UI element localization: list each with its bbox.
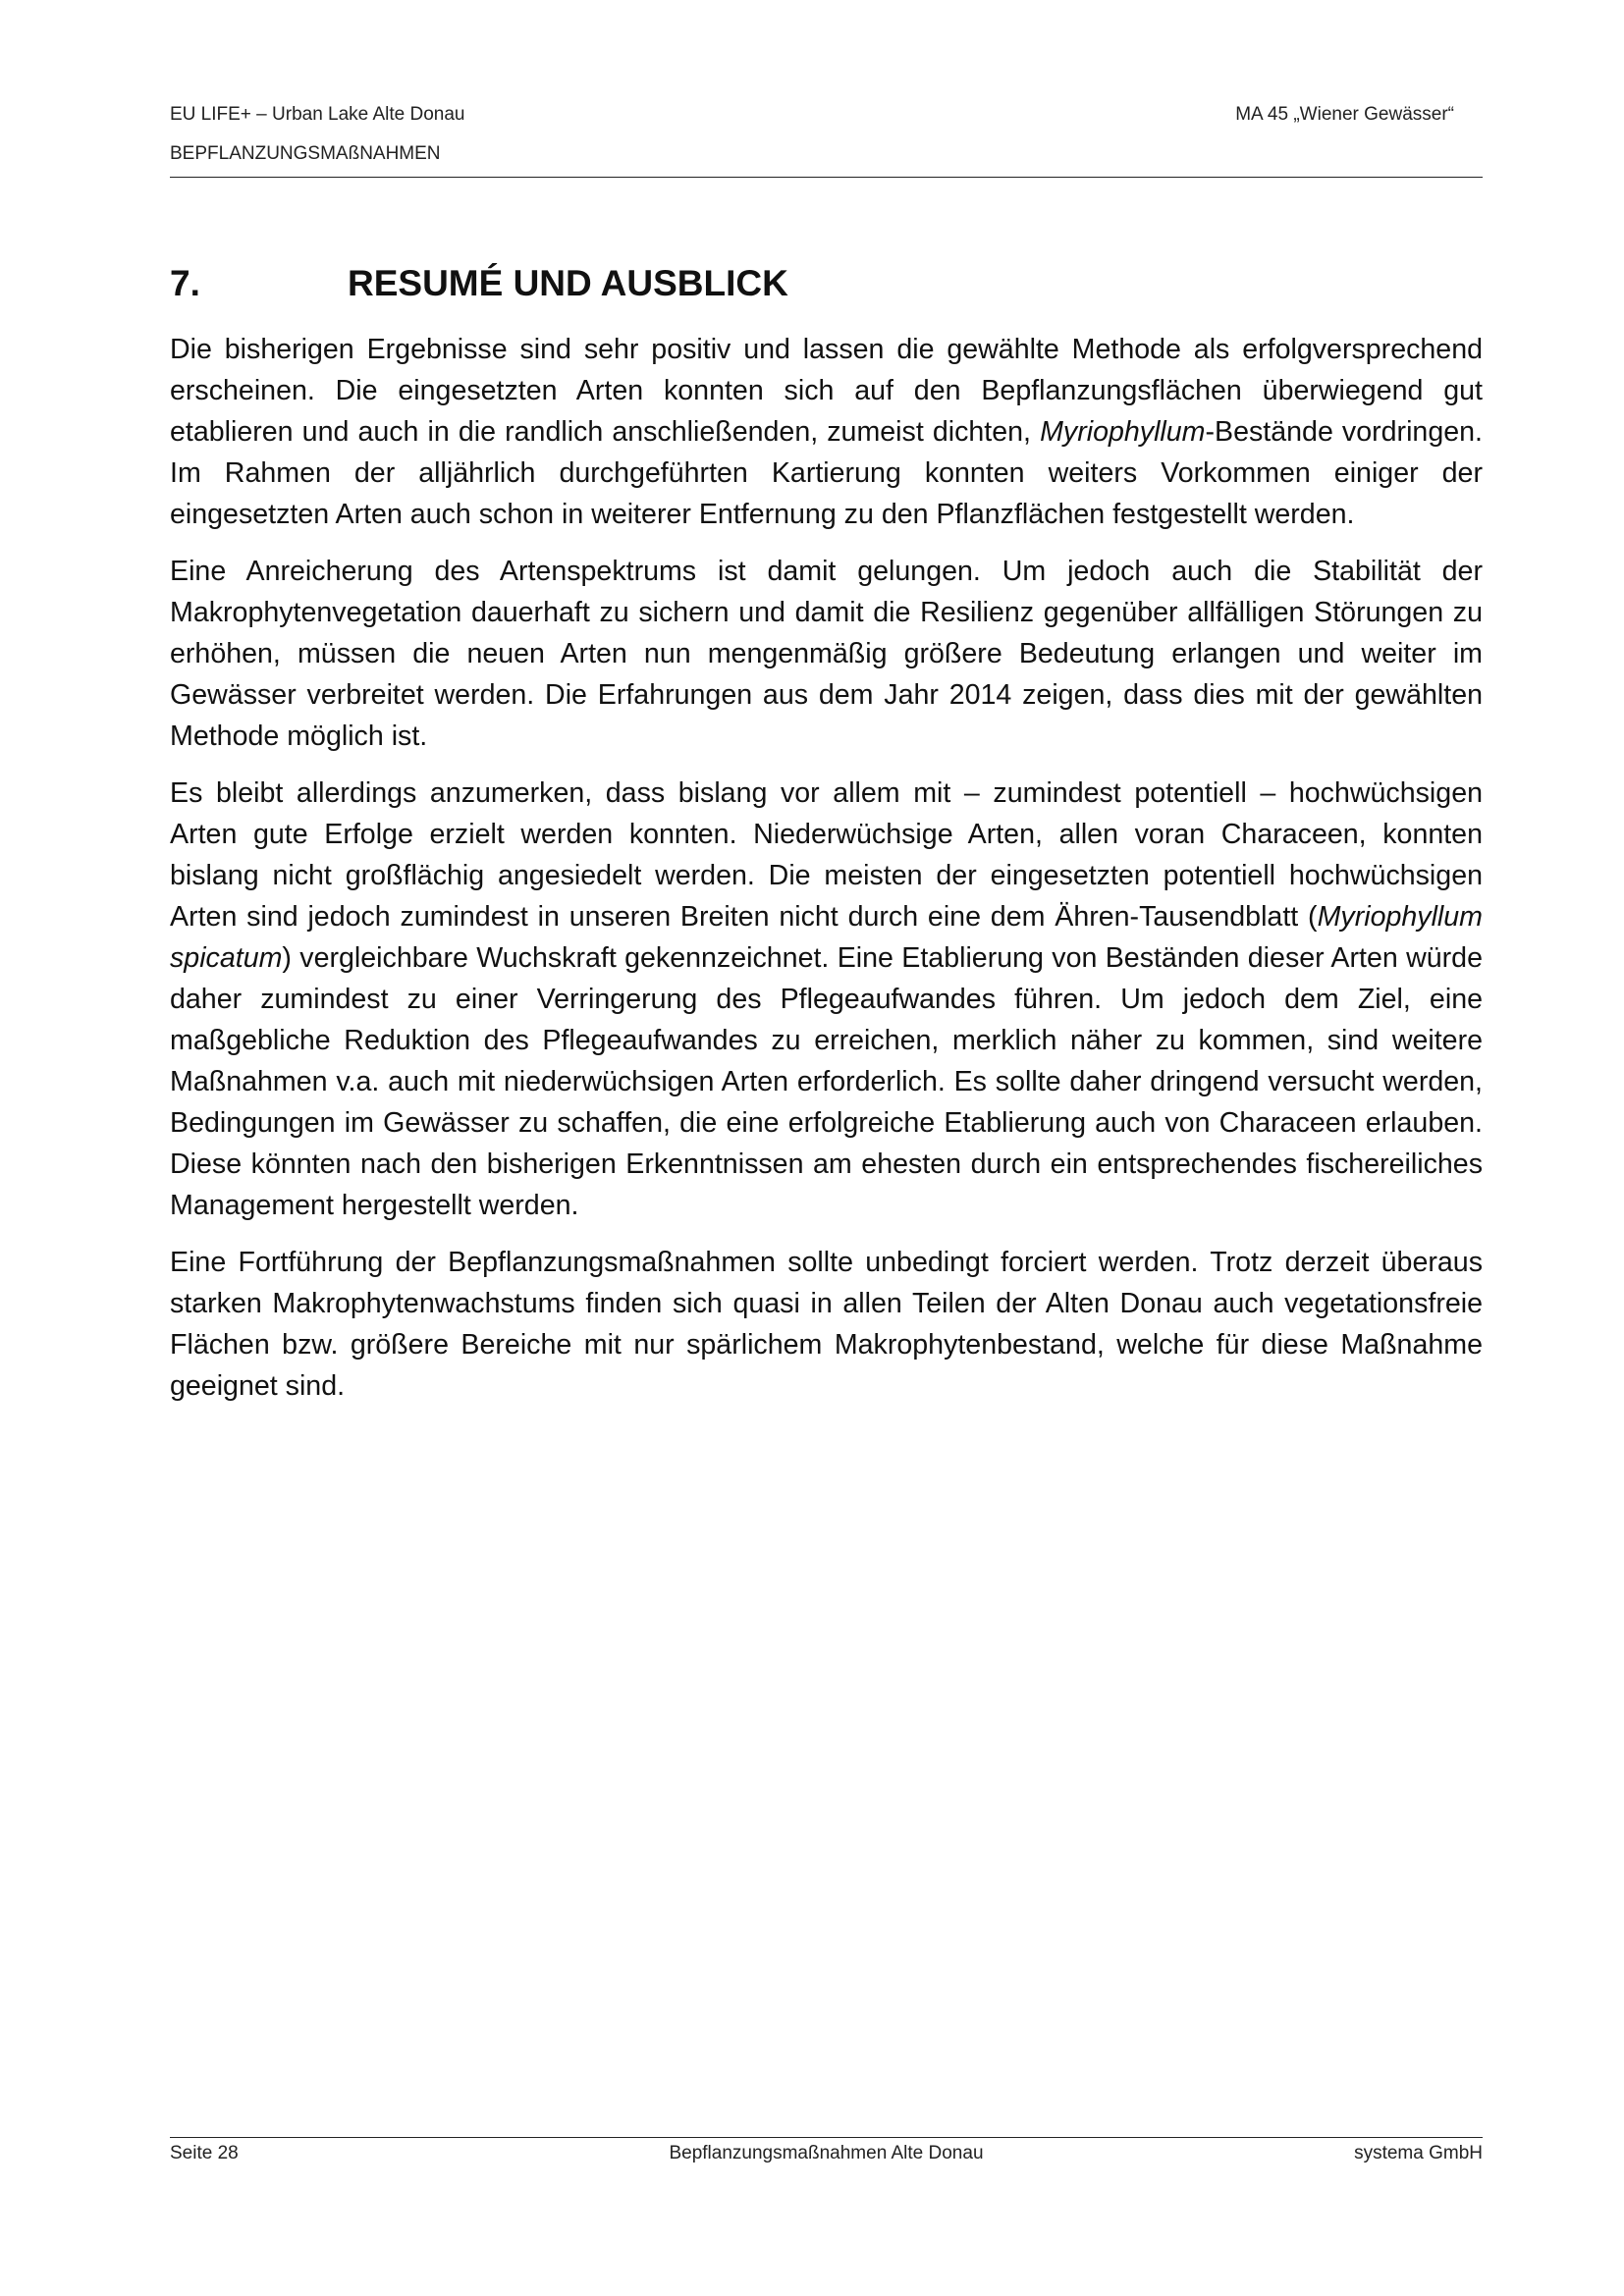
- paragraph-3-text-a: Es bleibt allerdings anzumerken, dass bislang vor allem mit – zumindest potentiell – hochwüchsigen Arten gute Erfolge erzielt werden konnten. Niederwüchsige Arten, allen voran Characeen, konnten bislang nicht großflächig angesiedelt werden. Die meisten der eingesetzten potentiell hochwüchsigen Arten sind jedoch zumindest in unseren Breiten nicht durch eine dem Ähren-Tausendblatt (: [170, 777, 1483, 933]
- paragraph-1-text-b: -Bestände vordringen. Im Rahmen der alljährlich durchgeführten Kartierung konnten weiters Vorkommen einiger der eingesetzten Arten auch schon in weiterer Entfernung zu den Pflanzflächen festgestellt werden.: [170, 416, 1483, 530]
- paragraph-4: Eine Fortführung der Bepflanzungsmaßnahmen sollte unbedingt forciert werden. Trotz derzeit überaus starken Makrophytenwachstums finden sich quasi in allen Teilen der Alten Donau auch vegetationsfreie Flächen bzw. größere Bereiche mit nur spärlichem Makrophytenbestand, welche für diese Maßnahme geeignet sind.: [170, 1247, 1483, 1402]
- header-section: BEPFLANZUNGSMAßNAHMEN: [170, 143, 441, 164]
- paragraph-1: [170, 329, 1483, 535]
- paragraph-2: Eine Anreicherung des Artenspektrums ist damit gelungen. Um jedoch auch die Stabilität der Makrophytenvegetation dauerhaft zu sichern und damit die Resilienz gegenüber allfälligen Störungen zu erhöhen, müssen die neuen Arten nun mengenmäßig größere Bedeutung erlangen und weiter im Gewässer verbreitet werden. Die Erfahrungen aus dem Jahr 2014 zeigen, dass dies mit der gewählten Methode möglich ist.: [170, 556, 1483, 752]
- paragraph-1-text-a: Die bisherigen Ergebnisse sind sehr positiv und lassen die gewählte Methode als erfolgversprechend erscheinen. Die eingesetzten Arten konnten sich auf den Bepflanzungsflächen überwiegend gut etablieren und auch in die randlich anschließenden, zumeist dichten,: [170, 334, 1483, 448]
- header-divider: [170, 177, 1483, 178]
- header-organization: MA 45 „Wiener Gewässer“: [1235, 104, 1454, 125]
- footer-company: systema GmbH: [1354, 2143, 1483, 2163]
- paragraph-3: [170, 773, 1483, 1226]
- footer-divider: [170, 2137, 1483, 2138]
- paragraph-3-species: Myriophyllum spicatum: [170, 901, 1483, 974]
- body-text: [170, 329, 1483, 1422]
- chapter-title: RESUMÉ UND AUSBLICK: [348, 263, 788, 303]
- paragraph-3-text-b: ) vergleichbare Wuchskraft gekennzeichnet. Eine Etablierung von Beständen dieser Arten würde daher zumindest zu einer Verringerung des Pflegeaufwandes führen. Um jedoch dem Ziel, eine maßgebliche Reduktion des Pflegeaufwandes zu erreichen, merklich näher zu kommen, sind weitere Maßnahmen v.a. auch mit niederwüchsigen Arten erforderlich. Es sollte daher dringend versucht werden, Bedingungen im Gewässer zu schaffen, die eine erfolgreiche Etablierung auch von Characeen erlauben. Diese könnten nach den bisherigen Erkenntnissen am ehesten durch ein entsprechendes fischereiliches Management hergestellt werden.: [170, 942, 1483, 1221]
- page-header: [170, 104, 1454, 130]
- chapter-number: 7.: [170, 263, 200, 303]
- footer-document-title: Bepflanzungsmaßnahmen Alte Donau: [669, 2143, 984, 2163]
- header-project: EU LIFE+ – Urban Lake Alte Donau: [170, 104, 465, 125]
- page-footer: [170, 2143, 1483, 2172]
- paragraph-1-species: Myriophyllum: [1040, 416, 1206, 448]
- footer-page-number: Seite 28: [170, 2143, 239, 2163]
